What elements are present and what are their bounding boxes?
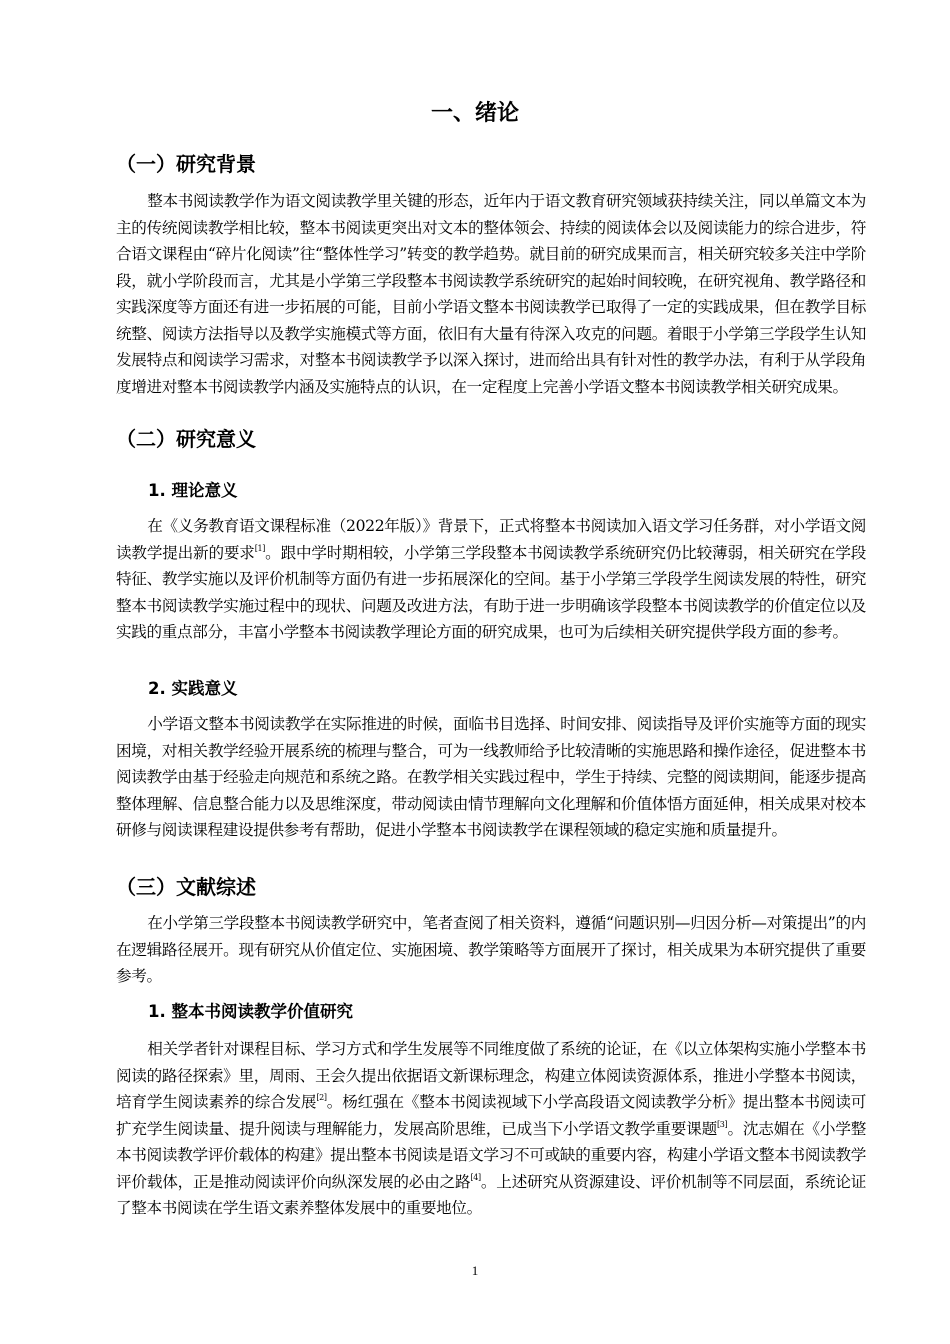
- citation-3: [3]: [717, 1119, 728, 1129]
- theory-text-1: 在《义务教育语文课程标准（2022年版）》背景下，正式将整本书阅读加入语文学习任务群，对小学语文阅读教学提出新的要求: [116, 517, 866, 562]
- subsection-heading-theory: 1. 理论意义: [148, 481, 238, 500]
- value-paragraph: [116, 1036, 866, 1222]
- value-text-1: 相关学者针对课程目标、学习方式和学生发展等不同维度做了系统的论证，在《以立体架构实施小学整本书阅读的路径探索》里，周雨、王会久提出依据语文新课标理念，构建立体阅读资源体系，推进小学整本书阅读，培育学生阅读素养的综合发展: [116, 1040, 866, 1111]
- practice-paragraph: 小学语文整本书阅读教学在实际推进的时候，面临书目选择、时间安排、阅读指导及评价实施等方面的现实困境，对相关教学经验开展系统的梳理与整合，可为一线教师给予比较清晰的实施思路和操作途径，促进整本书阅读教学由基于经验走向规范和系统之路。在教学相关实践过程中，学生于持续、完整的阅读期间，能逐步提高整体理解、信息整合能力以及思维深度，带动阅读由情节理解向文化理解和价值体悟方面延伸，相关成果对校本研修与阅读课程建设提供参考有帮助，促进小学整本书阅读教学在课程领域的稳定实施和质量提升。: [116, 715, 866, 839]
- citation-2: [2]: [316, 1093, 327, 1102]
- value-text-4: 。上述研究从资源建设、评价机制等不同层面，系统论证了整本书阅读在学生语文素养整体发展中的重要地位。: [116, 1172, 866, 1217]
- citation-1: [1]: [254, 543, 265, 553]
- section-heading-review: （三）文献综述: [116, 875, 256, 899]
- section-heading-significance: （二）研究意义: [116, 427, 256, 451]
- background-paragraph: 整本书阅读教学作为语文阅读教学里关键的形态，近年内于语文教育研究领域获持续关注，同以单篇文本为主的传统阅读教学相比较，整本书阅读更突出对文本的整体领会、持续的阅读体会以及阅读能力的综合进步，符合语文课程由“碎片化阅读”往“整体性学习”转变的教学趋势。就目前的研究成果而言，相关研究较多关注中学阶段，就小学阶段而言，尤其是小学第三学段整本书阅读教学系统研究的起始时间较晚，在研究视角、教学路径和实践深度等方面还有进一步拓展的可能，目前小学语文整本书阅读教学已取得了一定的实践成果，但在教学目标统整、阅读方法指导以及教学实施模式等方面，依旧有大量有待深入攻克的问题。着眼于小学第三学段学生认知发展特点和阅读学习需求，对整本书阅读教学予以深入探讨，进而给出具有针对性的教学办法，有利于从学段角度增进对整本书阅读教学内涵及实施特点的认识，在一定程度上完善小学语文整本书阅读教学相关研究成果。: [116, 192, 866, 396]
- citation-4: [4]: [470, 1172, 481, 1182]
- review-paragraph: 在小学第三学段整本书阅读教学研究中，笔者查阅了相关资料，遵循“问题识别—归因分析—对策提出”的内在逻辑路径展开。现有研究从价值定位、实施困境、教学策略等方面展开了探讨，相关成果为本研究提供了重要参考。: [116, 914, 866, 985]
- value-text-2: 。杨红强在《整本书阅读视域下小学高段语文阅读教学分析》提出整本书阅读可扩充学生阅读量、提升阅读与理解能力，发展高阶思维，已成当下小学语文教学重要课题: [116, 1093, 866, 1138]
- theory-paragraph: [116, 513, 866, 646]
- subsection-heading-value: 1. 整本书阅读教学价值研究: [148, 1002, 353, 1021]
- theory-text-2: 。跟中学时期相较，小学第三学段整本书阅读教学系统研究仍比较薄弱，相关研究在学段特征、教学实施以及评价机制等方面仍有进一步拓展深化的空间。基于小学第三学段学生阅读发展的特性，研究整本书阅读教学实施过程中的现状、问题及改进方法，有助于进一步明确该学段整本书阅读教学的价值定位以及实践的重点部分，丰富小学整本书阅读教学理论方面的研究成果，也可为后续相关研究提供学段方面的参考。: [116, 543, 866, 641]
- subsection-heading-practice: 2. 实践意义: [148, 679, 238, 698]
- chapter-title: 一、绪论: [430, 101, 519, 126]
- section-heading-background: （一）研究背景: [116, 152, 256, 176]
- value-text-3: 。沈志媚在《小学整本书阅读教学评价载体的构建》提出整本书阅读是语文学习不可或缺的重要内容，构建小学语文整本书阅读教学评价载体，正是推动阅读评价向纵深发展的必由之路: [116, 1119, 866, 1191]
- page-number: 1: [471, 1263, 479, 1278]
